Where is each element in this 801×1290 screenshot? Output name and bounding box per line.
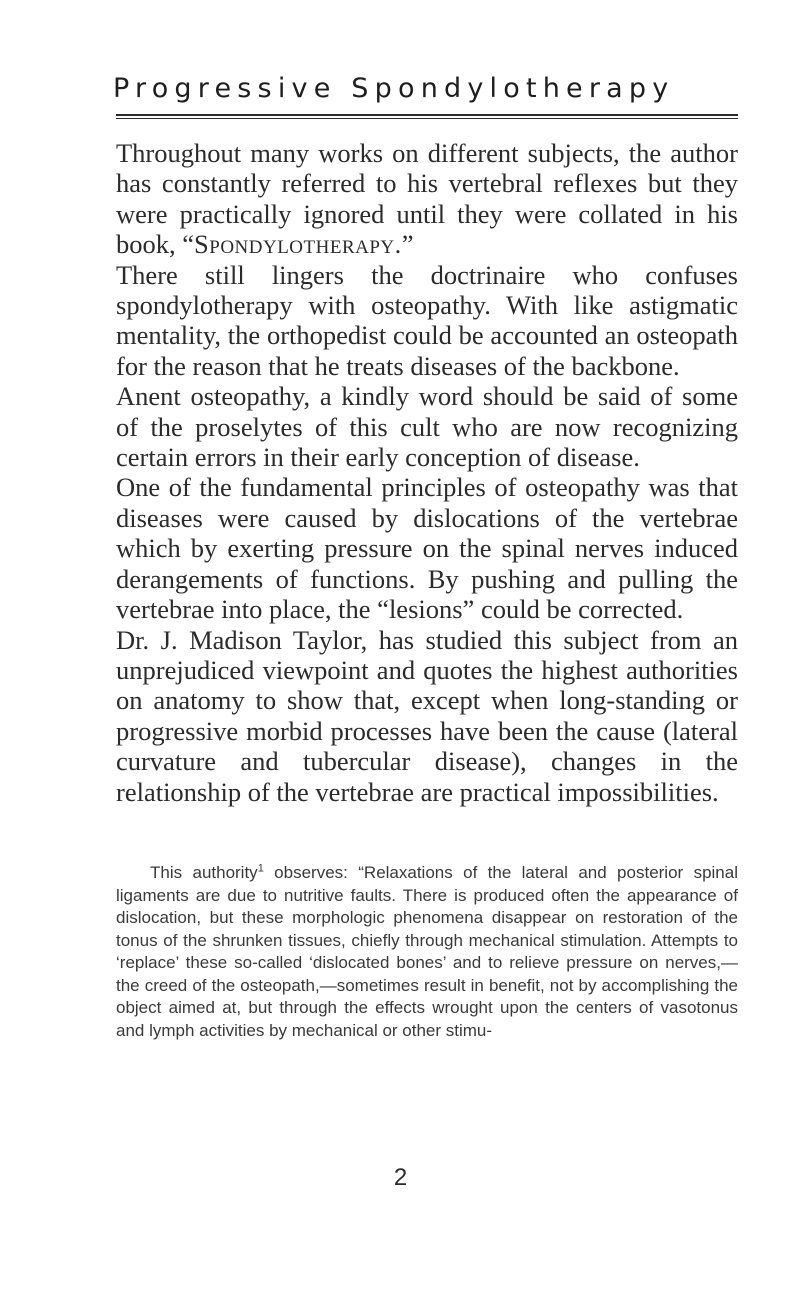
footnote-text: observes: “Relaxations of the lateral and posterior spinal ligaments are due to nutritive faults. There is produced often the appearance of dislocation, but these morphologic phenomena disappear on restoration of the tonus of the shrunken tissues, chiefly through mechanical stimulation. Attempts to ‘replace’ these so-called ‘dislocated bones’ and to relieve pressure on nerves,—the creed of the osteopath,—sometimes result in benefit, not by accomplishing the object aimed at, but through the effects wrought upon the centers of vasotonus and lymph activities by mechanical or other stimu- — [116, 863, 738, 1040]
footnote-marker: 1 — [257, 862, 264, 875]
paragraph-1-text: Throughout many works on different subjects, the author has constantly referred to his vertebral reflexes but they were practically ignored until they were collated in his book, “ — [116, 138, 738, 260]
paragraph-2: There still lingers the doctrinaire who confuses spondylotherapy with osteopathy. With like astigmatic mentality, the orthopedist could be accounted an osteopath for the reason that he treats diseases of the backbone. — [116, 259, 738, 381]
footnote-lead: This authority — [150, 863, 258, 882]
page-number: 2 — [393, 1164, 408, 1191]
paragraph-5: Dr. J. Madison Taylor, has studied this subject from an unprejudiced viewpoint and quotes the highest authorities on anatomy to show that, except when long-standing or progressive morbid processes have been the cause (lateral curvature and tubercular disease), changes in the relationship of the vertebrae are practical impossibilities. — [116, 624, 738, 807]
book-title: Spondylotherapy. — [194, 229, 402, 260]
main-text — [116, 138, 738, 807]
footnote — [116, 862, 738, 1042]
paragraph-4: One of the fundamental principles of osteopathy was that diseases were caused by dislocations of the vertebrae which by exerting pressure on the spinal nerves induced derangements of functions. By pushing and pulling the vertebrae into place, the “lesions” could be corrected. — [116, 472, 738, 625]
paragraph-3: Anent osteopathy, a kindly word should be said of some of the proselytes of this cult who are now recognizing certain errors in their early conception of disease. — [116, 381, 738, 473]
header-rule-thin — [116, 118, 738, 119]
paragraph-1 — [116, 138, 738, 260]
running-head: Progressive Spondylotherapy — [113, 73, 675, 104]
closing-quote: ” — [401, 229, 414, 260]
header-rule-thick — [116, 114, 738, 116]
